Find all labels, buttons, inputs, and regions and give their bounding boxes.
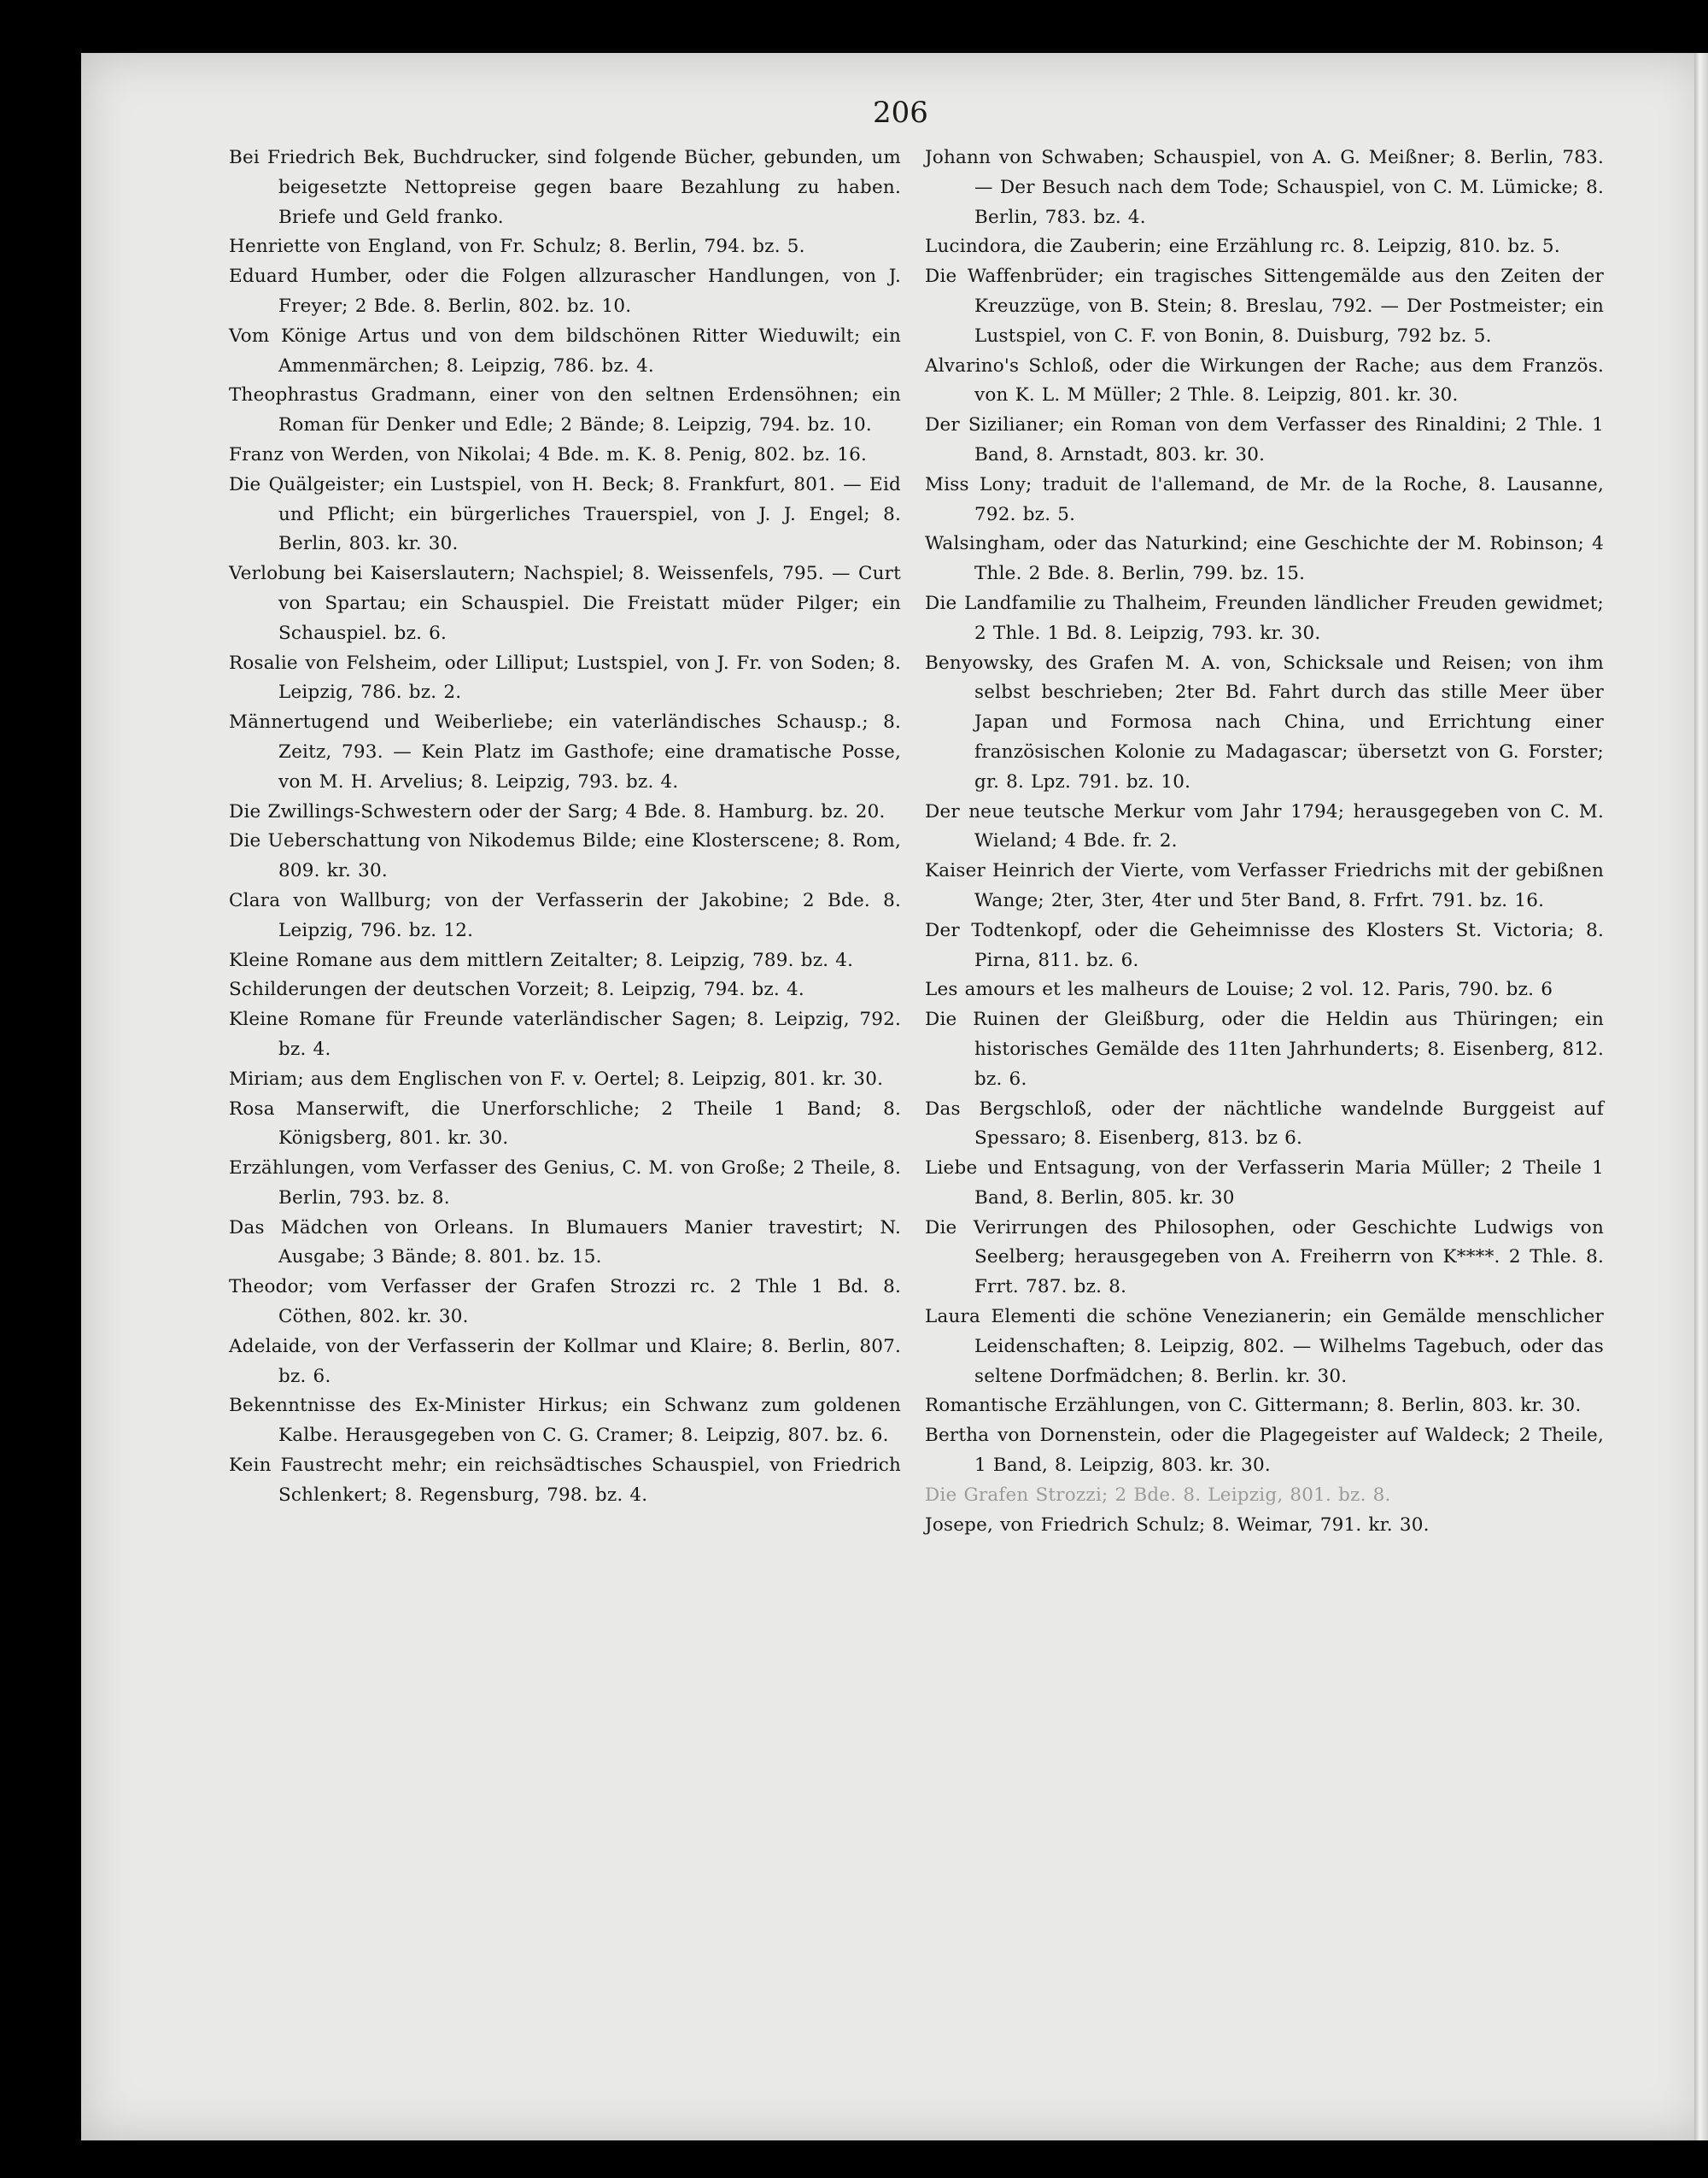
book-entry: Miss Lony; traduit de l'allemand, de Mr. de la Roche, 8. Lausanne, 792. bz. 5. (925, 473, 1604, 525)
book-entry: Kaiser Heinrich der Vierte, vom Verfasser Friedrichs mit der gebißnen Wange; 2ter, 3ter, 4ter und 5ter Band, 8. Frfrt. 791. bz. 16. (925, 860, 1604, 911)
book-entry: Der Todtenkopf, oder die Geheimnisse des Klosters St. Victoria; 8. Pirna, 811. bz. 6. (925, 919, 1604, 971)
book-entry: Kleine Romane aus dem mittlern Zeitalter; 8. Leipzig, 789. bz. 4. (229, 949, 854, 971)
book-entry: Liebe und Entsagung, von der Verfasserin Maria Müller; 2 Theile 1 Band, 8. Berlin, 805. kr. 30 (925, 1157, 1604, 1209)
book-entry: Les amours et les malheurs de Louise; 2 vol. 12. Paris, 790. bz. 6 (925, 979, 1553, 1001)
right-column (925, 143, 1604, 1540)
book-entry: Clara von Wallburg; von der Verfasserin der Jakobine; 2 Bde. 8. Leipzig, 796. bz. 12. (229, 889, 901, 941)
book-entry: Laura Elementi die schöne Venezianerin; ein Gemälde menschlicher Leidenschaften; 8. Leipzig, 802. — Wilhelms Tagebuch, oder das seltene Dorfmädchen; 8. Berlin. kr. 30. (925, 1306, 1604, 1387)
book-entry: Erzählungen, vom Verfasser des Genius, C. M. von Große; 2 Theile, 8. Berlin, 793. bz. 8. (229, 1157, 901, 1209)
book-entry: Lucindora, die Zauberin; eine Erzählung rc. 8. Leipzig, 810. bz. 5. (925, 236, 1560, 258)
book-entry: Rosa Manserwift, die Unerforschliche; 2 Theile 1 Band; 8. Königsberg, 801. kr. 30. (229, 1098, 901, 1150)
book-entry: Verlobung bei Kaiserslautern; Nachspiel; 8. Weissenfels, 795. — Curt von Spartau; ein Schauspiel. Die Freistatt müder Pilger; ein Schauspiel. bz. 6. (229, 563, 901, 644)
book-entry: Die Grafen Strozzi; 2 Bde. 8. Leipzig, 801. bz. 8. (925, 1484, 1391, 1506)
book-entry: Bekenntnisse des Ex-Minister Hirkus; ein Schwanz zum goldenen Kalbe. Herausgegeben von C. G. Cramer; 8. Leipzig, 807. bz. 6. (229, 1395, 901, 1447)
book-entry: Theodor; vom Verfasser der Grafen Strozzi rc. 2 Thle 1 Bd. 8. Cöthen, 802. kr. 30. (229, 1276, 901, 1328)
book-entry: Benyowsky, des Grafen M. A. von, Schicksale und Reisen; von ihm selbst beschrieben; 2ter Bd. Fahrt durch das stille Meer über Japan und Formosa nach China, und Errichtung einer französischen Kolonie zu Madagascar; übersetzt von G. Forster; gr. 8. Lpz. 791. bz. 10. (925, 652, 1604, 793)
book-entry: Vom Könige Artus und von dem bildschönen Ritter Wieduwilt; ein Ammenmärchen; 8. Leipzig, 786. bz. 4. (229, 325, 901, 377)
book-entry: Die Verirrungen des Philosophen, oder Geschichte Ludwigs von Seelberg; herausgegeben von A. Freiherrn von K****. 2 Thle. 8. Frrt. 787. bz. 8. (925, 1216, 1604, 1298)
book-entry: Der Sizilianer; ein Roman von dem Verfasser des Rinaldini; 2 Thle. 1 Band, 8. Arnstadt, 803. kr. 30. (925, 414, 1604, 465)
book-entry: Die Landfamilie zu Thalheim, Freunden ländlicher Freuden gewidmet; 2 Thle. 1 Bd. 8. Leipzig, 793. kr. 30. (925, 592, 1604, 644)
book-entry: Bertha von Dornenstein, oder die Plagegeister auf Waldeck; 2 Theile, 1 Band, 8. Leipzig, 803. kr. 30. (925, 1425, 1604, 1477)
book-entry: Rosalie von Felsheim, oder Lilliput; Lustspiel, von J. Fr. von Soden; 8. Leipzig, 786. bz. 2. (229, 652, 901, 704)
book-entry: Das Mädchen von Orleans. In Blumauers Manier travestirt; N. Ausgabe; 3 Bände; 8. 801. bz. 15. (229, 1216, 901, 1268)
book-entry: Kein Faustrecht mehr; ein reichsädtisches Schauspiel, von Friedrich Schlenkert; 8. Regensburg, 798. bz. 4. (229, 1455, 901, 1506)
book-entry: Die Waffenbrüder; ein tragisches Sittengemälde aus den Zeiten der Kreuzzüge, von B. Stein; 8. Breslau, 792. — Der Postmeister; ein Lustspiel, von C. F. von Bonin, 8. Duisburg, 792 bz. 5. (925, 266, 1604, 347)
book-entry: Adelaide, von der Verfasserin der Kollmar und Klaire; 8. Berlin, 807. bz. 6. (229, 1335, 901, 1387)
left-column (229, 143, 901, 1511)
book-entry: Franz von Werden, von Nikolai; 4 Bde. m. K. 8. Penig, 802. bz. 16. (229, 443, 868, 465)
book-entry: Johann von Schwaben; Schauspiel, von A. G. Meißner; 8. Berlin, 783. — Der Besuch nach dem Tode; Schauspiel, von C. M. Lümicke; 8. Berlin, 783. bz. 4. (925, 147, 1604, 228)
book-entry: Walsingham, oder das Naturkind; eine Geschichte der M. Robinson; 4 Thle. 2 Bde. 8. Berlin, 799. bz. 15. (925, 533, 1604, 585)
book-entry: Romantische Erzählungen, von C. Gittermann; 8. Berlin, 803. kr. 30. (925, 1395, 1582, 1417)
book-entry: Miriam; aus dem Englischen von F. v. Oertel; 8. Leipzig, 801. kr. 30. (229, 1068, 884, 1090)
book-entry: Die Quälgeister; ein Lustspiel, von H. Beck; 8. Frankfurt, 801. — Eid und Pflicht; ein bürgerliches Trauerspiel, von J. J. Engel; 8. Berlin, 803. kr. 30. (229, 473, 901, 555)
book-entry: Kleine Romane für Freunde vaterländischer Sagen; 8. Leipzig, 792. bz. 4. (229, 1009, 901, 1060)
book-entry: Eduard Humber, oder die Folgen allzurascher Handlungen, von J. Freyer; 2 Bde. 8. Berlin, 802. bz. 10. (229, 266, 901, 317)
book-entry: Josepe, von Friedrich Schulz; 8. Weimar, 791. kr. 30. (925, 1513, 1430, 1536)
book-entry: Männertugend und Weiberliebe; ein vaterländisches Schausp.; 8. Zeitz, 793. — Kein Platz im Gasthofe; eine dramatische Posse, von M. H. Arvelius; 8. Leipzig, 793. bz. 4. (229, 711, 901, 793)
book-entry: Alvarino's Schloß, oder die Wirkungen der Rache; aus dem Französ. von K. L. M Müller; 2 Thle. 8. Leipzig, 801. kr. 30. (925, 354, 1604, 407)
book-entry: Das Bergschloß, oder der nächtliche wandelnde Burggeist auf Spessaro; 8. Eisenberg, 813. bz 6. (925, 1098, 1604, 1150)
book-entry: Die Ruinen der Gleißburg, oder die Heldin aus Thüringen; ein historisches Gemälde des 11ten Jahrhunderts; 8. Eisenberg, 812. bz. 6. (925, 1009, 1604, 1090)
intro-notice: Bei Friedrich Bek, Buchdrucker, sind folgende Bücher, gebunden, um beigesetzte Nettopreise gegen baare Bezahlung zu haben. Briefe und Geld franko. (229, 147, 901, 228)
book-entry: Henriette von England, von Fr. Schulz; 8. Berlin, 794. bz. 5. (229, 236, 805, 258)
book-entry: Schilderungen der deutschen Vorzeit; 8. Leipzig, 794. bz. 4. (229, 979, 804, 1001)
book-entry: Theophrastus Gradmann, einer von den seltnen Erdensöhnen; ein Roman für Denker und Edle; 2 Bände; 8. Leipzig, 794. bz. 10. (229, 384, 901, 436)
page-edge (1694, 53, 1708, 2140)
book-entry: Die Zwillings-Schwestern oder der Sarg; 4 Bde. 8. Hamburg. bz. 20. (229, 800, 886, 823)
page-number: 206 (873, 96, 928, 130)
book-entry: Die Ueberschattung von Nikodemus Bilde; eine Klosterscene; 8. Rom, 809. kr. 30. (229, 830, 901, 882)
book-entry: Der neue teutsche Merkur vom Jahr 1794; herausgegeben von C. M. Wieland; 4 Bde. fr. 2. (925, 800, 1604, 852)
